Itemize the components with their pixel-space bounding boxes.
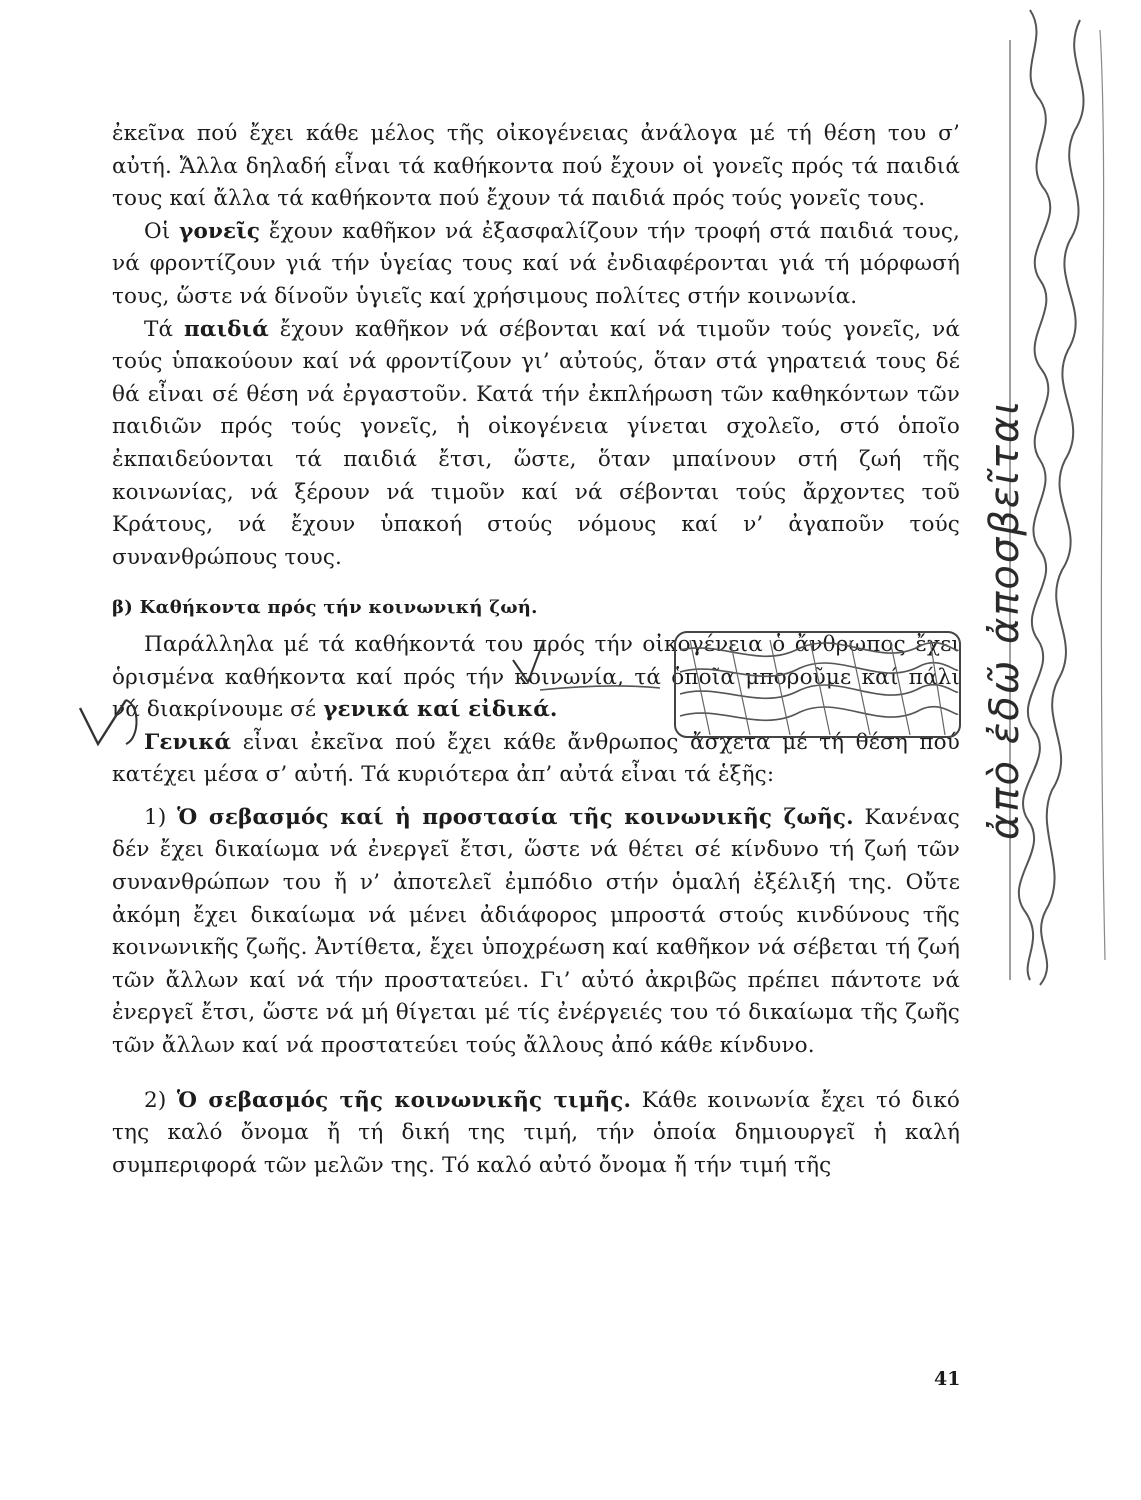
section-heading: β) Καθήκοντα πρός τήν κοινωνική ζωή.	[112, 597, 538, 619]
list-item-2: 2) Ὁ σεβασμός τῆς κοινωνικῆς τιμῆς. Κάθε κοινωνία ἔχει τό δικό της καλό ὄνομα ἤ τή δική της τιμή, τήν ὁποία δημιουργεῖ ἡ καλή συμπεριφορά τῶν μελῶν της. Τό καλό αὐτό ὄνομα ἤ τήν τιμή τῆς	[112, 1087, 961, 1178]
paragraph-general: Γενικά εἶναι ἐκεῖνα πού ἔχει κάθε ἄνθρωπος ἄσχετα μέ τή θέση πού κατέχει μέσα σ’ αὐτή. Τά κυριότερα ἀπ’ αὐτά εἶναι τά ἑξῆς:	[112, 729, 960, 788]
paragraph-children: Τά παιδιά ἔχουν καθῆκον νά σέβονται καί νά τιμοῦν τούς γονεῖς, νά τούς ὑπακούουν καί νά φροντίζουν γι’ αὐτούς, ὅταν στά γηρατειά τους δέ θά εἶναι σέ θέση νά ἐργαστοῦν. Κατά τήν ἐκπλήρωση τῶν καθηκόντων τῶν παιδιῶν πρός τούς γονεῖς, ἡ οἰκογένεια γίνεται σχολεῖο, στό ὁποῖο ἐκπαιδεύονται τά παιδιά ἔτσι, ὥστε, ὅταν μπαίνουν στή ζωή τῆς κοινωνίας, νά ξέρουν νά τιμοῦν καί νά σέβονται τούς ἄρχοντες τοῦ Κράτους, νά ἔχουν ὑπακοή στούς νόμους καί ν’ ἀγαποῦν τούς συνανθρώπους τους.	[112, 316, 960, 570]
bold-term-children: παιδιά	[184, 316, 269, 342]
list-item-2-title: Ὁ σεβασμός τῆς κοινωνικῆς τιμῆς.	[176, 1087, 632, 1113]
page-number: 41	[934, 1368, 961, 1390]
handwritten-margin-note: ἀπὸ ἐδῶ ἀποσβεῖται	[982, 399, 1028, 840]
check-mark-icon	[513, 640, 544, 682]
bold-term-parents: γονεῖς	[179, 218, 261, 244]
list-item-1-title: Ὁ σεβασμός καί ἡ προστασία τῆς κοινωνικῆς ζωῆς.	[177, 804, 854, 830]
paragraph-parents: Οἱ γονεῖς ἔχουν καθῆκον νά ἐξασφαλίζουν τήν τροφή στά παιδιά τους, νά φροντίζουν γιά τήν ὑγείας τους καί νά ἐνδιαφέρονται γιά τή μόρφωσή τους, ὥστε νά δίνοῦν ὑγιεῖς καί χρήσιμους πολίτες στήν κοινωνία.	[112, 218, 960, 309]
heading-check-icon	[80, 700, 126, 744]
paragraph-continuation: ἐκεῖνα πού ἔχει κάθε μέλος τῆς οἰκογένειας ἀνάλογα μέ τή θέση του σ’ αὐτή. Ἄλλα δηλαδή εἶναι τά καθήκοντα πού ἔχουν οἱ γονεῖς πρός τά παιδιά τους καί ἄλλα τά καθήκοντα πού ἔχουν τά παιδιά πρός τούς γονεῖς τους.	[112, 121, 960, 212]
bold-term-general: Γενικά	[144, 729, 232, 755]
paragraph-social-duties: Παράλληλα μέ τά καθήκοντά του πρός τήν οἰκογένεια ὁ ἄνθρωπος ἔχει ὁρισμένα καθήκοντα καί πρός τήν κοινωνία, τά ὁποῖα μποροῦμε καί πάλι νά διακρίνουμε σέ γενικά καί εἰδικά.	[112, 631, 960, 723]
bold-term-general-specific: γενικά καί εἰδικά.	[323, 697, 558, 723]
list-item-1: 1) Ὁ σεβασμός καί ἡ προστασία τῆς κοινωνικῆς ζωῆς. Κανένας δέν ἔχει δικαίωμα νά ἐνεργεῖ ἔτσι, ὥστε νά θέτει σέ κίνδυνο τή ζωή τῶν συνανθρώπων του ἤ ν’ ἀποτελεῖ ἐμπόδιο στήν ὁμαλή ἐξέλιξή της. Οὔτε ἀκόμη ἔχει δικαίωμα νά μένει ἀδιάφορος μπροστά στούς κινδύνους τῆς κοινωνικῆς ζωῆς. Ἀντίθετα, ἔχει ὑποχρέωση καί καθῆκον νά σέβεται τή ζωή τῶν ἄλλων καί νά τήν προστατεύει. Γι’ αὐτό ἀκριβῶς πρέπει πάντοτε νά ἐνεργεῖ ἔτσι, ὥστε νά μή θίγεται μέ τίς ἐνέργειές του τό δικαίωμα τῆς ζωῆς τῶν ἄλλων καί νά προστατεύει τούς ἄλλους ἀπό κάθε κίνδυνο.	[112, 804, 960, 1059]
